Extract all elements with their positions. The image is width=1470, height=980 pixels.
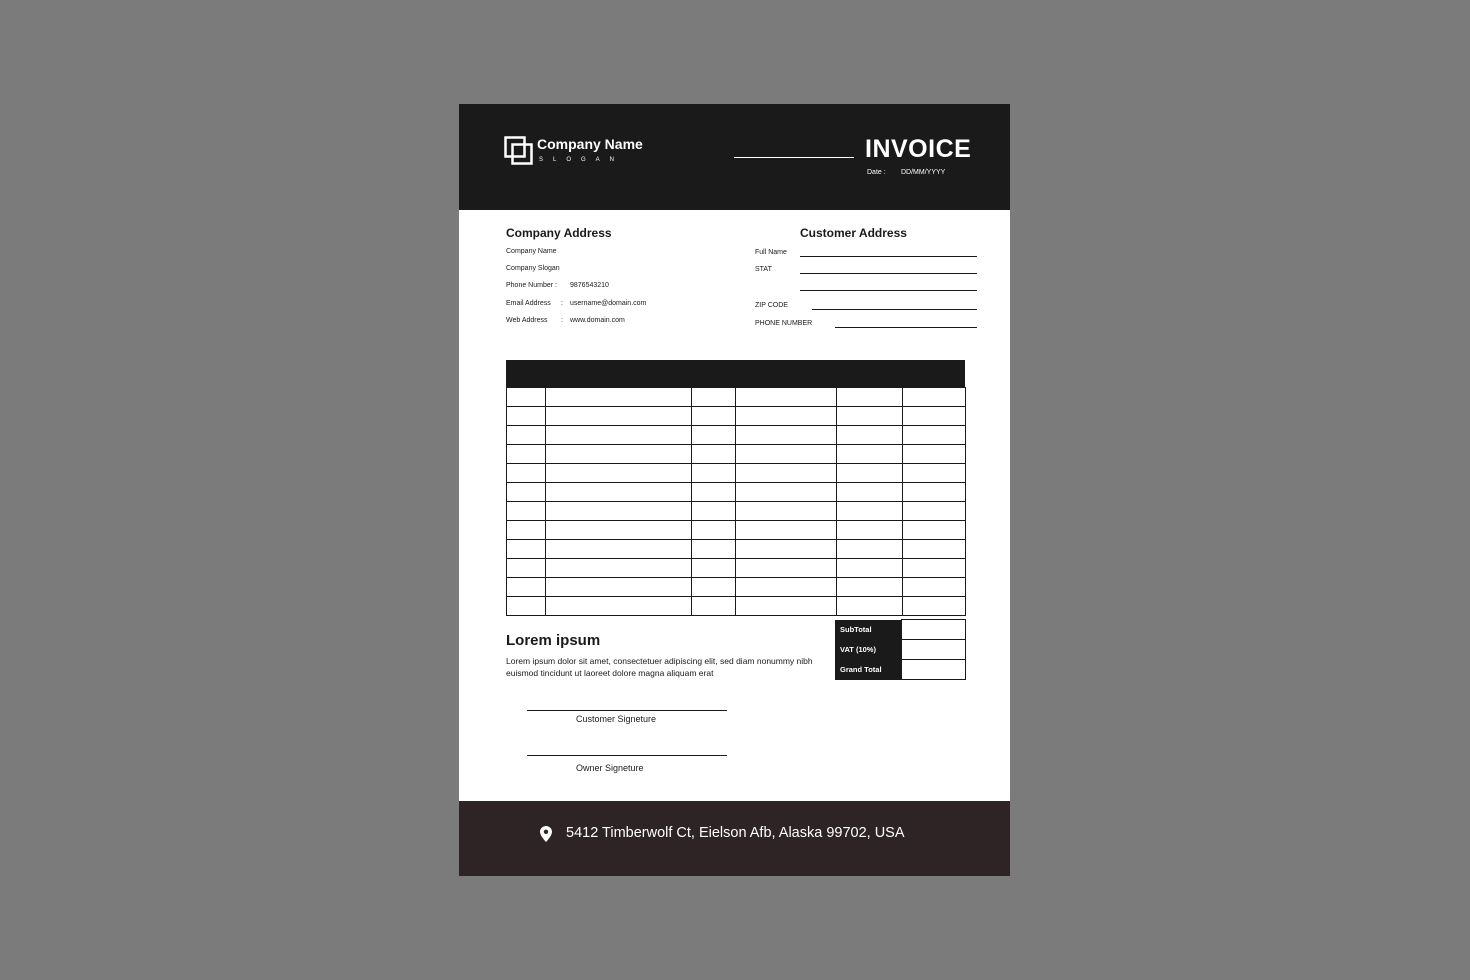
table-cell[interactable] [507,426,546,445]
web-value: www.domain.com [570,317,625,324]
table-cell[interactable] [507,559,546,578]
table-cell[interactable] [692,502,736,521]
full-name-label: Full Name [755,249,787,256]
email-label: Email Address [506,300,551,307]
table-cell[interactable] [903,597,966,616]
date-value[interactable]: DD/MM/YYYY [901,169,946,176]
table-cell[interactable] [546,445,692,464]
table-cell[interactable] [692,445,736,464]
table-cell[interactable] [903,483,966,502]
company-slogan-text: Company Slogan [506,265,560,272]
table-cell[interactable] [546,407,692,426]
table-row [507,483,966,502]
email-separator: : [561,300,563,307]
address-extra-line[interactable] [800,290,977,291]
notes-body: Lorem ipsum dolor sit amet, consectetuer adipiscing elit, sed diam nonummy nibh euismod tincidunt ut laoreet dolore magna aliquam erat [506,656,813,678]
table-cell[interactable] [903,521,966,540]
table-row [507,407,966,426]
table-cell[interactable] [546,502,692,521]
table-cell[interactable] [692,578,736,597]
table-cell[interactable] [903,426,966,445]
table-cell[interactable] [546,521,692,540]
table-cell[interactable] [507,540,546,559]
table-row [507,502,966,521]
table-cell[interactable] [736,407,837,426]
table-cell[interactable] [837,597,903,616]
company-address-heading: Company Address [506,226,612,240]
owner-signature-label: Owner Signeture [576,763,644,773]
table-cell[interactable] [546,483,692,502]
company-logo-icon [504,136,534,166]
invoice-page [459,104,1010,876]
table-cell[interactable] [546,464,692,483]
table-row [507,426,966,445]
stat-line[interactable] [800,273,977,274]
table-cell[interactable] [837,502,903,521]
header-slogan: SLOGAN [539,157,625,163]
table-row [507,540,966,559]
table-row [507,521,966,540]
items-table-header [506,360,965,387]
table-cell[interactable] [507,464,546,483]
footer-address: 5412 Timberwolf Ct, Eielson Afb, Alaska 99702, USA [566,825,905,841]
zip-code-label: ZIP CODE [755,302,788,309]
table-cell[interactable] [903,445,966,464]
stat-label: STAT [755,266,772,273]
phone-number-line[interactable] [835,327,977,328]
customer-signature-label: Customer Signeture [576,714,657,724]
table-cell[interactable] [837,445,903,464]
table-cell[interactable] [903,464,966,483]
table-cell[interactable] [736,464,837,483]
web-label: Web Address [506,317,548,324]
location-pin-icon [540,826,552,842]
table-cell[interactable] [507,502,546,521]
items-grid [506,387,966,616]
table-cell[interactable] [692,540,736,559]
zip-code-line[interactable] [812,309,977,310]
table-cell[interactable] [837,521,903,540]
vat-label: VAT (10%) [835,640,901,660]
table-cell[interactable] [837,578,903,597]
table-cell[interactable] [546,540,692,559]
table-cell[interactable] [507,578,546,597]
table-cell[interactable] [837,426,903,445]
table-cell[interactable] [692,426,736,445]
table-cell[interactable] [837,464,903,483]
table-cell[interactable] [692,388,736,407]
table-row [507,597,966,616]
subtotal-label: SubTotal [835,620,901,640]
table-cell[interactable] [507,521,546,540]
table-cell[interactable] [903,502,966,521]
table-cell[interactable] [692,407,736,426]
table-cell[interactable] [736,483,837,502]
table-cell[interactable] [507,445,546,464]
owner-signature-line[interactable] [527,755,727,756]
web-separator: : [561,317,563,324]
table-cell[interactable] [837,483,903,502]
table-cell[interactable] [903,578,966,597]
table-cell[interactable] [837,407,903,426]
phone-label: Phone Number : [506,282,557,289]
phone-number-label: PHONE NUMBER [755,320,813,327]
table-cell[interactable] [736,521,837,540]
table-cell[interactable] [546,578,692,597]
table-cell[interactable] [507,483,546,502]
grand-total-label: Grand Total [835,660,901,680]
table-cell[interactable] [736,540,837,559]
full-name-line[interactable] [800,256,977,257]
table-cell[interactable] [736,426,837,445]
table-cell[interactable] [903,559,966,578]
grand-total-value[interactable] [901,660,965,680]
table-cell[interactable] [837,559,903,578]
table-cell[interactable] [692,559,736,578]
invoice-title: INVOICE [865,135,972,163]
table-cell[interactable] [692,483,736,502]
table-row [507,578,966,597]
invoice-footer [459,801,1010,876]
phone-value: 9876543210 [570,282,609,289]
table-cell[interactable] [507,597,546,616]
table-cell[interactable] [903,540,966,559]
table-cell[interactable] [692,521,736,540]
table-cell[interactable] [507,407,546,426]
table-cell[interactable] [903,388,966,407]
table-cell[interactable] [546,559,692,578]
table-cell[interactable] [546,426,692,445]
table-cell[interactable] [736,578,837,597]
customer-signature-line[interactable] [527,710,727,711]
table-row [507,464,966,483]
table-cell[interactable] [546,597,692,616]
table-cell[interactable] [736,502,837,521]
date-label: Date : [867,169,886,176]
table-cell[interactable] [692,464,736,483]
notes-title: Lorem ipsum [506,632,601,649]
table-cell[interactable] [903,407,966,426]
table-cell[interactable] [692,597,736,616]
table-cell[interactable] [837,540,903,559]
subtotal-value[interactable] [901,620,965,640]
table-cell[interactable] [736,559,837,578]
header-company-name: Company Name [537,136,643,152]
table-row [507,445,966,464]
company-name-text: Company Name [506,248,557,255]
header-divider [734,157,854,158]
table-cell[interactable] [736,388,837,407]
vat-value[interactable] [901,640,965,660]
table-cell[interactable] [736,597,837,616]
table-row [507,559,966,578]
table-cell[interactable] [546,388,692,407]
table-cell[interactable] [837,388,903,407]
customer-address-heading: Customer Address [800,226,907,240]
email-value: username@domain.com [570,300,647,307]
table-cell[interactable] [736,445,837,464]
table-row [507,388,966,407]
totals-box [835,619,966,680]
invoice-header [459,104,1010,210]
items-table [506,360,965,616]
table-cell[interactable] [507,388,546,407]
